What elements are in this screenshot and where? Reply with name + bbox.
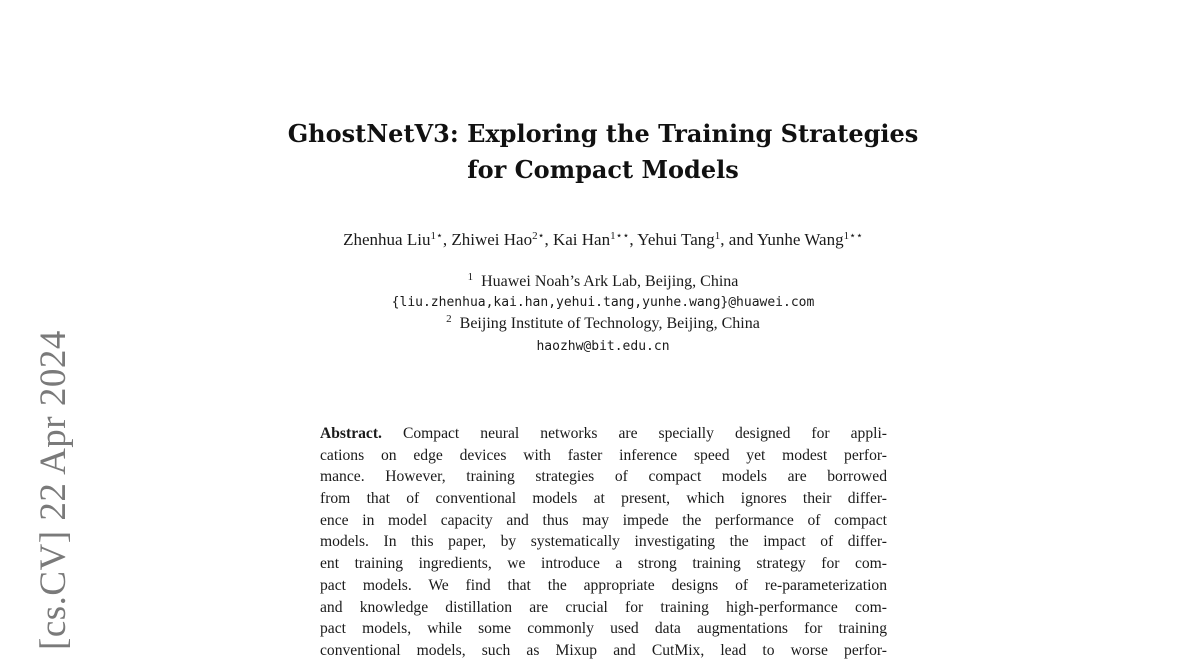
abstract-label: Abstract. [320,425,382,442]
arxiv-side-stamp: [cs.CV] 22 Apr 2024 [33,330,74,650]
abstract-text: Compact neural networks are specially designed for appli- [381,425,887,442]
abstract-line: and knowledge distillation are crucial for training high-performance com- [320,598,887,616]
author-mark: 1⋆ [430,230,443,242]
abstract-line: cations on edge devices with faster inference speed yet modest perfor- [320,446,887,464]
paper-title [200,116,1006,188]
author-name: Yehui Tang [637,230,715,249]
author-name: Zhenhua Liu [343,230,431,249]
affiliation-2 [200,314,1006,334]
affiliation-1 [200,272,1006,292]
affiliation-1-email: {liu.zhenhua,kai.han,yehui.tang,yunhe.wang}@huawei.com [391,295,815,310]
abstract-line: ent training ingredients, we introduce a strong training strategy for com- [320,555,887,573]
abstract-line: mance. However, training strategies of compact models are borrowed [320,468,887,486]
author-separator: , [629,230,638,249]
title-line-2: for Compact Models [467,155,739,184]
author-separator: , [544,230,553,249]
author-mark: 1⋆⋆ [610,230,630,242]
author-list [200,229,1006,251]
affiliation-number: 2 [446,313,452,325]
author-mark: 2⋆ [532,230,545,242]
author-conjunction: and [728,230,757,249]
author-name: Yunhe Wang [756,230,844,249]
author-name: Zhiwei Hao [451,230,533,249]
affiliation-name: Beijing Institute of Technology, Beijing, China [459,315,760,332]
abstract-line: pact models, while some commonly used data augmentations for training [320,620,887,638]
author-mark: 1 [714,230,721,242]
author-name: Kai Han [552,230,611,249]
affiliation-2-email: haozhw@bit.edu.cn [536,339,670,354]
abstract-line [320,423,887,445]
author-mark: 1⋆⋆ [843,230,863,242]
author-separator: , [720,230,729,249]
abstract-line: ence in model capacity and thus may impede the performance of compact [320,511,887,529]
abstract-line: pact models. We find that the appropriate designs of re-parameterization [320,576,887,594]
abstract [320,423,887,662]
abstract-line: conventional models, such as Mixup and CutMix, lead to worse perfor- [320,641,887,659]
title-line-1: GhostNetV3: Exploring the Training Strategies [287,119,919,148]
affiliation-name: Huawei Noah’s Ark Lab, Beijing, China [481,273,739,290]
abstract-line: models. In this paper, by systematically investigating the impact of differ- [320,533,887,551]
abstract-line: from that of conventional models at present, which ignores their differ- [320,490,887,508]
author-separator: , [442,230,452,249]
affiliation-number: 1 [467,271,474,283]
